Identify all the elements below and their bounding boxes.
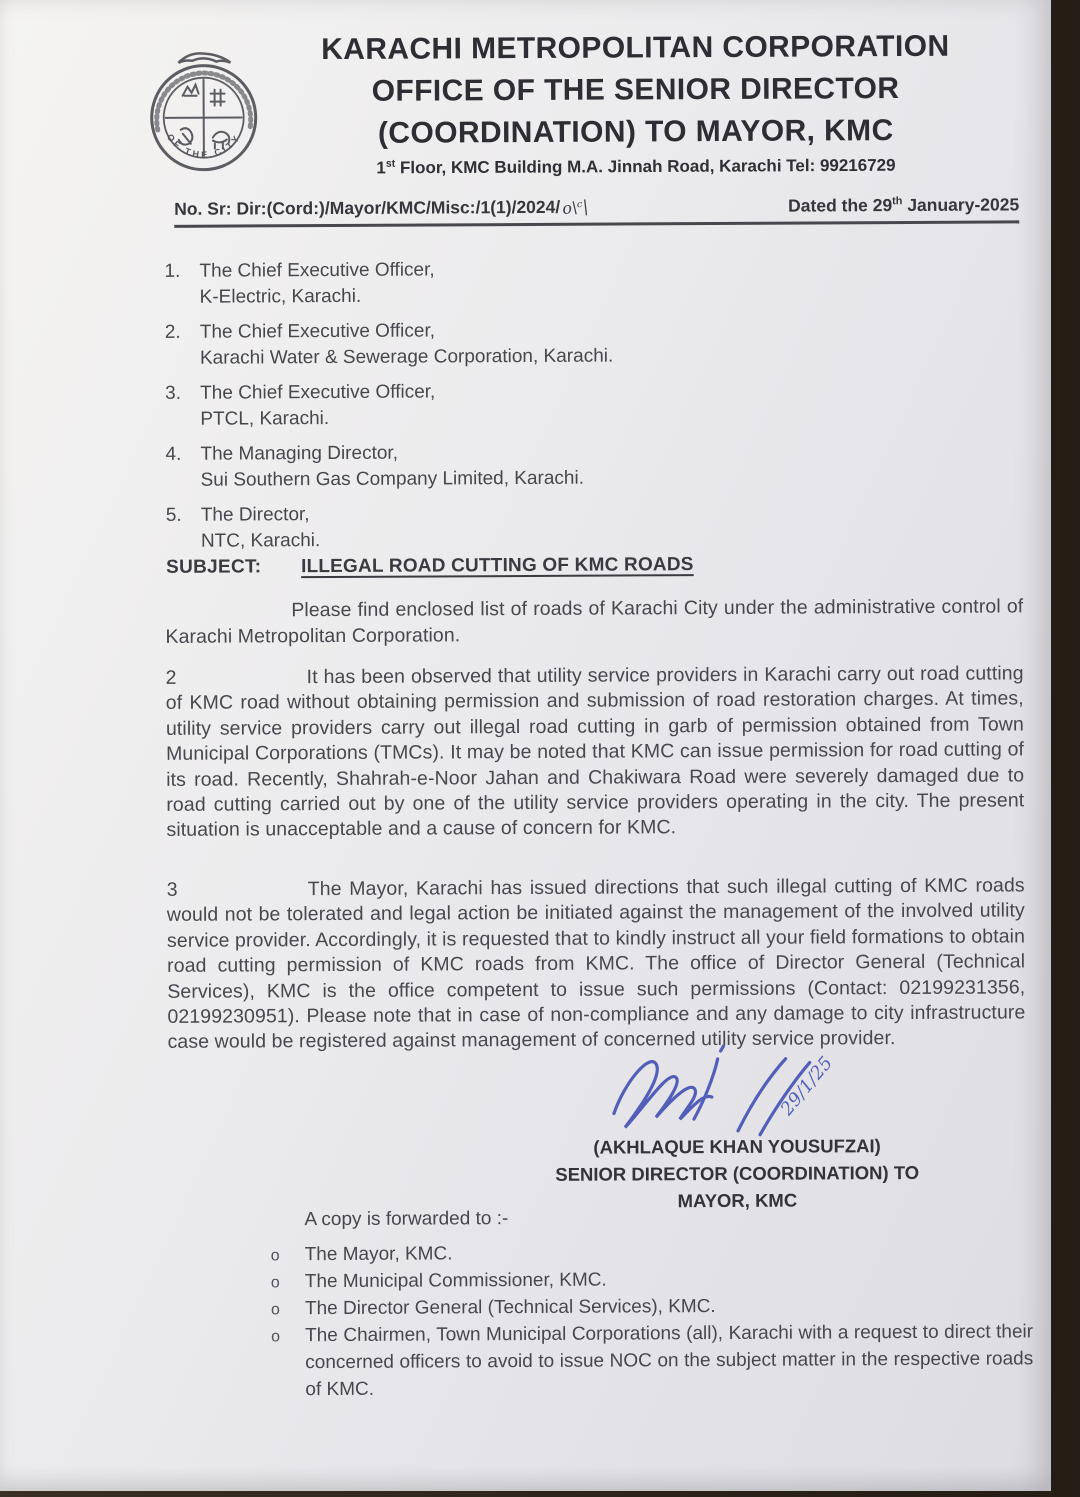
recipient-list: [164, 254, 1026, 563]
reference-number: [174, 197, 588, 220]
paragraph-2: [166, 661, 1025, 843]
subject-text: ILLEGAL ROAD CUTTING OF KMC ROADS: [301, 554, 694, 578]
recipient-item: [164, 254, 1024, 311]
recipient-title: The Chief Executive Officer,: [200, 381, 436, 404]
cc-item: [265, 1291, 1033, 1322]
recipient-title: The Chief Executive Officer,: [199, 320, 436, 343]
recipient-org: Sui Southern Gas Company Limited, Karachi.: [200, 467, 585, 491]
letter-date: [788, 194, 1019, 216]
signatory-title-line-1: SENIOR DIRECTOR (COORDINATION) TO: [555, 1161, 920, 1185]
signature-handwritten-date: 29/1/25: [776, 1052, 838, 1120]
recipient-item: [165, 376, 1025, 433]
recipient-item: [166, 498, 1026, 555]
cc-item: [265, 1237, 1033, 1268]
date-prefix: Dated the 29: [788, 195, 893, 216]
office-address: [245, 154, 1027, 179]
cc-item: [265, 1264, 1033, 1295]
recipient-org: NTC, Karachi.: [200, 530, 321, 552]
office-line-1: OFFICE OF THE SENIOR DIRECTOR: [371, 72, 900, 108]
cc-item-text: The Municipal Commissioner, KMC.: [304, 1269, 607, 1293]
office-line-2: (COORDINATION) TO MAYOR, KMC: [377, 114, 894, 150]
cc-item-text: The Mayor, KMC.: [304, 1243, 453, 1266]
seal-quadrant-glyph-icon: [211, 90, 225, 106]
letterhead: [244, 25, 1027, 179]
cc-item-text: The Chairmen, Town Municipal Corporations (all), Karachi with a request to direct their concerned officers to avoid to issue NOC on the subject matter in the respective roads of KMC.: [305, 1321, 1034, 1401]
date-ordinal: th: [892, 195, 903, 208]
cc-bullet-icon: o: [270, 1247, 280, 1265]
org-name: KARACHI METROPOLITAN CORPORATION: [321, 29, 950, 67]
signature-graphic: [600, 1034, 901, 1148]
recipient-number: 4.: [165, 443, 182, 465]
cc-bullet-icon: o: [271, 1328, 281, 1346]
recipient-org: PTCL, Karachi.: [200, 408, 330, 430]
signature-scribble: [614, 1061, 712, 1127]
seal-ring-text: OF THE CITY: [164, 131, 243, 160]
paragraph-1: Please find enclosed list of roads of Karachi City under the administrative control of Karachi Metropolitan Corporation.: [165, 595, 1024, 648]
handwritten-signature: [600, 1034, 901, 1148]
recipient-number: 3.: [165, 382, 182, 404]
recipient-number: 1.: [164, 260, 181, 282]
recipient-org: K-Electric, Karachi.: [199, 285, 362, 308]
subject-label: SUBJECT:: [166, 556, 262, 578]
address-number: 1: [376, 158, 386, 178]
recipient-number: 2.: [164, 321, 181, 343]
recipient-number: 5.: [165, 504, 182, 526]
recipient-title: The Managing Director,: [200, 442, 399, 465]
cc-item: [265, 1318, 1033, 1403]
paragraph-3: [167, 873, 1026, 1055]
address-ordinal: st: [385, 157, 396, 170]
paragraph-number: 2: [165, 666, 177, 689]
signatory-title-line-2: MAYOR, KMC: [677, 1189, 798, 1212]
paragraph-text: The Mayor, Karachi has issued directions that such illegal cutting of KMC roads would not be tolerated and legal action be initiated against the management of the involved utility service provider. Accordingly, it is requested that to kindly instruct all your field formations to obtain road cutting permission of KMC roads from KMC. The office of Director General (Technical Services), KMC is the office competent to issue such permissions (Contact: 02199231356, 02199230951). Please note that in case of non-compliance and any damage to city infrastructure case would be registered against management of concerned utility service provider.: [166, 874, 1026, 1054]
recipient-title: The Director,: [200, 504, 310, 526]
paragraph-text: It has been observed that utility service providers in Karachi carry out road cutting of KMC road without obtaining permission and submission of road restoration charges. At times, utility service providers carry out illegal road cutting in garb of permission obtained from Town Municipal Corporations (TMCs). It may be noted that KMC can issue permission for road cutting of its road. Recently, Shahrah-e-Noor Jahan and Chakiwara Road were severely damaged due to road cutting carried out by one of the utility service providers operating in the city. The present situation is unacceptable and a cause of concern for KMC.: [165, 662, 1025, 842]
seal-quadrant-tower-icon: [183, 85, 199, 96]
recipient-title: The Chief Executive Officer,: [199, 259, 435, 282]
address-rest: Floor, KMC Building M.A. Jinnah Road, Karachi Tel: 99216729: [395, 155, 896, 178]
paragraph-number: 3: [166, 878, 178, 901]
signatory-name: (AKHLAQUE KHAN YOUSUFZAI): [593, 1135, 881, 1158]
cc-bullet-icon: o: [270, 1301, 280, 1319]
recipient-org: Karachi Water & Sewerage Corporation, Karachi.: [199, 345, 614, 369]
cc-intro: A copy is forwarded to :-: [304, 1208, 509, 1231]
reference-line: [174, 194, 1019, 227]
signature-scribble: [694, 1046, 724, 1119]
reference-number-handwritten: o\ᶜ|: [561, 196, 590, 219]
cc-section: [264, 1202, 1033, 1403]
reference-number-printed: No. Sr: Dir:(Cord:)/Mayor/KMC/Misc:/1(1)/2024/: [174, 196, 561, 219]
seal-crest-icon: [178, 53, 230, 63]
recipient-item: [165, 315, 1025, 372]
subject-line: [166, 554, 694, 579]
recipient-item: [165, 437, 1025, 494]
cc-bullet-icon: o: [270, 1274, 280, 1292]
date-suffix: January-2025: [902, 194, 1020, 216]
cc-item-text: The Director General (Technical Services), KMC.: [304, 1296, 716, 1320]
